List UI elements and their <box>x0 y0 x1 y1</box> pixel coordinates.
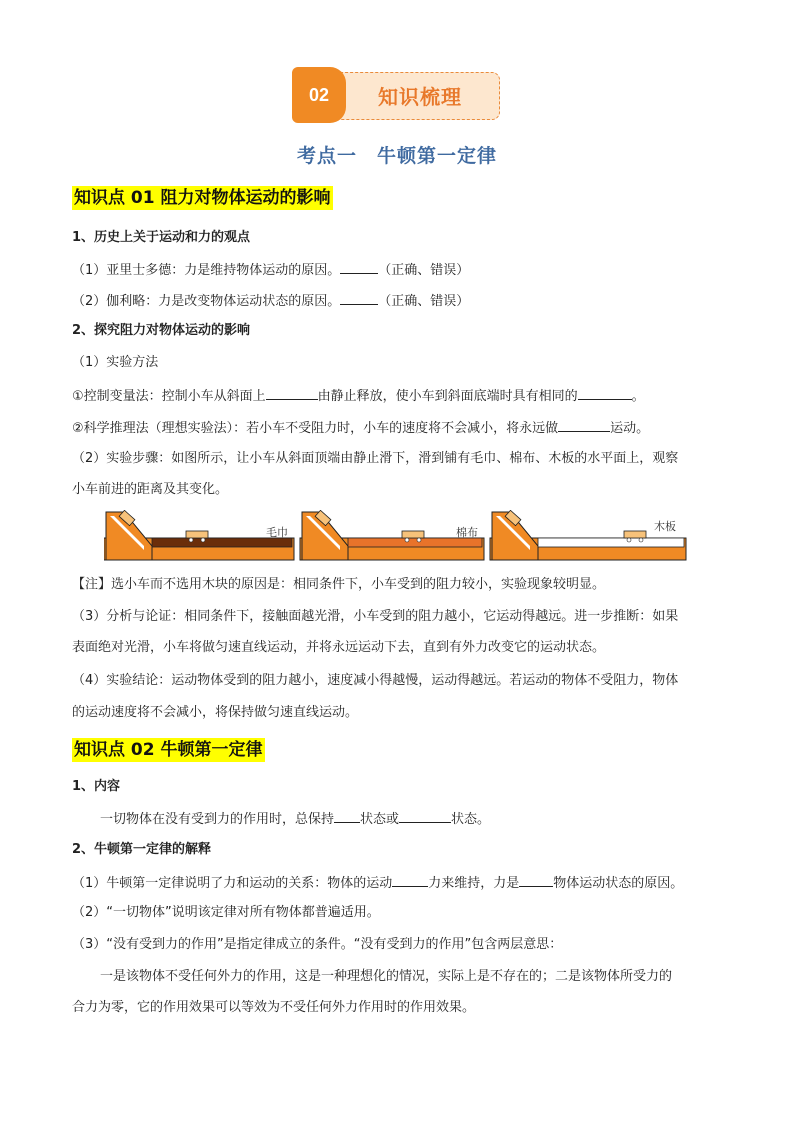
explanation-4-line-2: 合力为零，它的作用效果可以等效为不受任何外力作用时的作用效果。 <box>72 1000 476 1015</box>
statement-options: （正确、错误） <box>378 263 470 278</box>
answer-blank <box>392 872 428 887</box>
item-history-title: 1、历史上关于运动和力的观点 <box>72 230 251 245</box>
section1-heading: 知识点 01 阻力对物体运动的影响 <box>74 188 331 208</box>
note: 【注】选小车而不选用木块的原因是：相同条件下，小车受到的阻力较小，实验现象较明显。 <box>72 577 606 592</box>
statement-options: （正确、错误） <box>378 294 470 309</box>
explanation-3: （3）“没有受到力的作用”是指定律成立的条件。“没有受到力的作用”包含两层意思： <box>72 937 563 952</box>
label-cotton: 棉布 <box>456 526 478 539</box>
method-text: 由静止释放，使小车到斜面底端时具有相同的 <box>317 389 578 404</box>
label-towel: 毛巾 <box>266 526 288 539</box>
explanation-text: （1）牛顿第一定律说明了力和运动的关系：物体的运动 <box>72 876 393 891</box>
law-text: 状态或 <box>360 812 400 827</box>
answer-blank <box>558 417 610 432</box>
section-badge <box>292 67 500 123</box>
method-reasoning <box>72 417 649 439</box>
experiment-figure <box>104 510 688 568</box>
answer-blank <box>340 259 378 274</box>
method-text: 。 <box>631 389 645 404</box>
answer-blank <box>519 872 553 887</box>
explanation-1 <box>72 872 683 894</box>
page-title: 考点一 牛顿第一定律 <box>296 145 497 167</box>
law-content <box>100 808 490 830</box>
explanation-text: 物体运动状态的原因。 <box>553 876 684 891</box>
answer-blank <box>266 385 318 400</box>
analysis-line-2: 表面绝对光滑，小车将做匀速直线运动，并将永远运动下去，直到有外力改变它的运动状态。 <box>72 640 606 655</box>
steps-line-1: （2）实验步骤：如图所示，让小车从斜面顶端由静止滑下，滑到铺有毛巾、棉布、木板的水平面上，观察 <box>72 451 679 466</box>
section2-heading: 知识点 02 牛顿第一定律 <box>74 740 263 760</box>
conclusion-line-1: （4）实验结论：运动物体受到的阻力越小，速度减小得越慢，运动得越远。若运动的物体不受阻力，物体 <box>72 673 679 688</box>
answer-blank <box>578 385 632 400</box>
statement-text: （2）伽利略：力是改变物体运动状态的原因。 <box>72 294 341 309</box>
experiment-illustration <box>104 510 688 568</box>
badge-number: 02 <box>292 67 346 123</box>
explanation-2: （2）“一切物体”说明该定律对所有物体都普遍适用。 <box>72 905 380 920</box>
item-content-title: 1、内容 <box>72 779 121 794</box>
method-text: ①控制变量法：控制小车从斜面上 <box>72 389 266 404</box>
answer-blank <box>340 290 378 305</box>
method-title: （1）实验方法 <box>72 355 159 370</box>
item-explanation-title: 2、牛顿第一定律的解释 <box>72 842 212 857</box>
explanation-4-line-1: 一是该物体不受任何外力的作用，这是一种理想化的情况，实际上是不存在的；二是该物体所受力的 <box>100 969 673 984</box>
answer-blank <box>399 808 451 823</box>
steps-line-2: 小车前进的距离及其变化。 <box>72 482 229 497</box>
explanation-text: 力来维持，力是 <box>428 876 520 891</box>
item-experiment-title: 2、探究阻力对物体运动的影响 <box>72 323 251 338</box>
law-text: 一切物体在没有受到力的作用时，总保持 <box>100 812 335 827</box>
statement-aristotle <box>72 259 469 281</box>
law-text: 状态。 <box>451 812 491 827</box>
statement-text: （1）亚里士多德：力是维持物体运动的原因。 <box>72 263 341 278</box>
statement-galileo <box>72 290 469 312</box>
analysis-line-1: （3）分析与论证：相同条件下，接触面越光滑，小车受到的阻力越小，它运动得越远。进一步推断：如果 <box>72 609 679 624</box>
badge-title: 知识梳理 <box>378 85 462 109</box>
label-wood: 木板 <box>654 520 676 533</box>
method-control-variables <box>72 385 645 407</box>
conclusion-line-2: 的运动速度将不会减小，将保持做匀速直线运动。 <box>72 705 359 720</box>
method-text: 运动。 <box>610 421 650 436</box>
answer-blank <box>334 808 360 823</box>
method-text: ②科学推理法（理想实验法）：若小车不受阻力时，小车的速度将不会减小，将永远做 <box>72 421 559 436</box>
